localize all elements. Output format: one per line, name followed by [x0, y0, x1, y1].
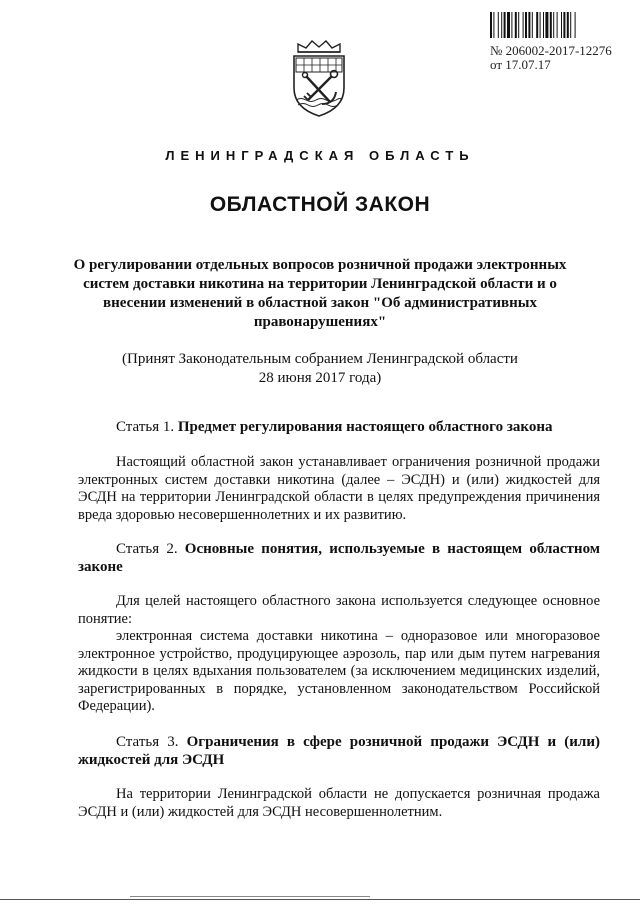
document-type: ОБЛАСТНОЙ ЗАКОН: [209, 193, 431, 216]
coat-of-arms-icon: [284, 38, 354, 118]
page-bottom-edge: [0, 899, 640, 900]
adoption-note: [70, 350, 570, 388]
adoption-line-1: (Принят Законодательным собранием Ленинградской области: [122, 351, 518, 367]
article-1-label: Статья 1.: [116, 419, 175, 435]
adoption-line-2: 28 июня 2017 года): [258, 370, 382, 386]
article-3-paragraph-1: На территории Ленинградской области не допускается розничная продажа ЭСДН и (или) жидкостей для ЭСДН несовершеннолетним.: [78, 786, 600, 820]
article-1-body: [78, 454, 600, 524]
registration-number: № 206002-2017-12276: [490, 43, 612, 58]
article-3-heading: [78, 733, 600, 769]
registration-date: от 17.07.17: [490, 57, 551, 72]
article-2-heading: [78, 540, 600, 576]
article-2-label: Статья 2.: [116, 541, 178, 557]
footer-rule: [130, 896, 370, 897]
article-2-body: [78, 593, 600, 716]
article-2-title: Основные понятия, используемые в настоящем областном законе: [78, 541, 600, 575]
article-2-paragraph-1: Для целей настоящего областного закона используется следующее основное понятие:: [78, 593, 600, 627]
article-1-paragraph-1: Настоящий областной закон устанавливает ограничения розничной продажи электронных систем доставки никотина (далее – ЭСДН) и (или) жидкостей для ЭСДН на территории Ленинградской области в целях предупреждения причинения вреда здоровью несовершеннолетних и их развитию.: [78, 454, 600, 523]
article-3-body: [78, 786, 600, 821]
barcode-icon: [490, 12, 628, 38]
article-2-paragraph-2: электронная система доставки никотина – одноразовое или многоразовое электронное устройство, продуцирующее аэрозоль, пар или дым путем нагревания жидкости в целях вдыхания пользователем (за исключением медицинских изделий, зарегистрированных в порядке, установленном законодательством Российской Федерации).: [78, 628, 600, 714]
law-title: О регулировании отдельных вопросов розничной продажи электронных систем доставки никотина на территории Ленинградской области и о внесении изменений в областной закон "Об административных правонарушениях": [73, 257, 567, 330]
article-1-heading: [78, 418, 600, 436]
article-3-label: Статья 3.: [116, 734, 179, 750]
registration-info: [490, 44, 635, 72]
article-1-title: Предмет регулирования настоящего областного закона: [177, 419, 553, 435]
article-3-title: Ограничения в сфере розничной продажи ЭСДН и (или) жидкостей для ЭСДН: [78, 734, 600, 768]
region-name: ЛЕНИНГРАДСКАЯ ОБЛАСТЬ: [165, 148, 475, 163]
